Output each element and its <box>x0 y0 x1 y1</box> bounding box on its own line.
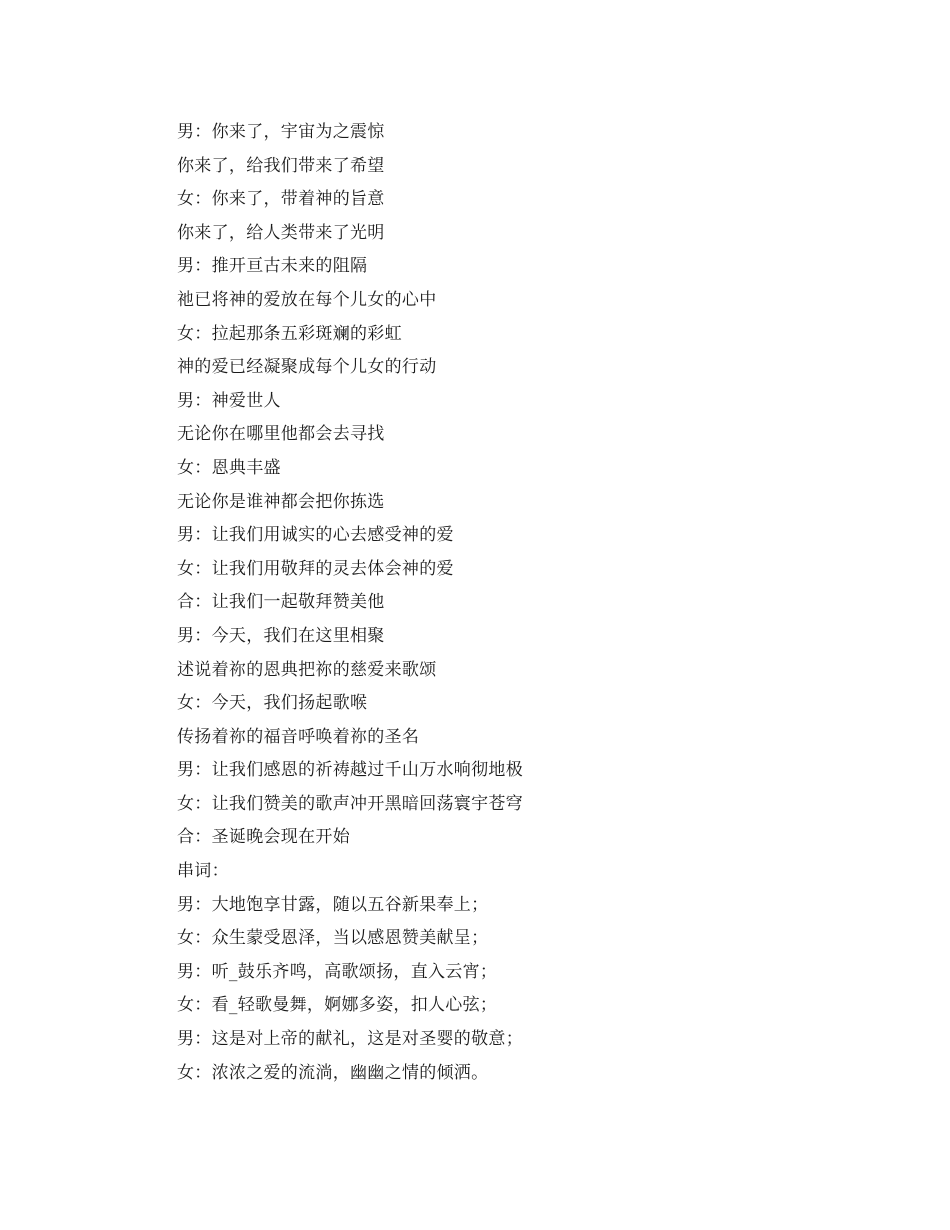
text-line: 女：众生蒙受恩泽，当以感恩赞美献呈； <box>177 928 489 949</box>
text-line: 无论你在哪里他都会去寻找 <box>177 424 385 445</box>
text-line: 女：浓浓之爱的流淌，幽幽之情的倾洒。 <box>177 1062 489 1083</box>
text-line: 男：推开亘古未来的阻隔 <box>177 256 368 277</box>
text-line: 男：大地饱享甘露，随以五谷新果奉上； <box>177 894 489 915</box>
text-line: 串词： <box>177 861 229 882</box>
text-line: 女：让我们赞美的歌声冲开黑暗回荡寰宇苍穹 <box>177 793 523 814</box>
text-line: 你来了，给人类带来了光明 <box>177 222 385 243</box>
text-line: 你来了，给我们带来了希望 <box>177 155 385 176</box>
text-line: 女：拉起那条五彩斑斓的彩虹 <box>177 323 402 344</box>
text-line: 无论你是谁神都会把你拣选 <box>177 491 385 512</box>
text-line: 神的爱已经凝聚成每个儿女的行动 <box>177 357 437 378</box>
text-line: 述说着祢的恩典把祢的慈爱来歌颂 <box>177 659 437 680</box>
text-line: 男：听_鼓乐齐鸣，高歌颂扬，直入云宵； <box>177 961 498 982</box>
text-line: 男：让我们感恩的祈祷越过千山万水响彻地极 <box>177 760 523 781</box>
text-line: 男：神爱世人 <box>177 390 281 411</box>
script-text <box>177 116 877 1090</box>
text-line: 女：你来了，带着神的旨意 <box>177 189 385 210</box>
text-line: 合：让我们一起敬拜赞美他 <box>177 592 385 613</box>
text-line: 男：让我们用诚实的心去感受神的爱 <box>177 525 454 546</box>
text-line: 女：看_轻歌曼舞，婀娜多姿，扣人心弦； <box>177 995 498 1016</box>
text-line: 女：今天，我们扬起歌喉 <box>177 693 368 714</box>
text-line: 男：这是对上帝的献礼，这是对圣婴的敬意； <box>177 1029 523 1050</box>
text-line: 合：圣诞晚会现在开始 <box>177 827 350 848</box>
text-line: 祂已将神的爱放在每个儿女的心中 <box>177 289 437 310</box>
text-line: 男：今天，我们在这里相聚 <box>177 625 385 646</box>
text-line: 女：恩典丰盛 <box>177 457 281 478</box>
text-line: 女：让我们用敬拜的灵去体会神的爱 <box>177 558 454 579</box>
text-line: 男：你来了，宇宙为之震惊 <box>177 122 385 142</box>
text-line: 传扬着祢的福音呼唤着祢的圣名 <box>177 726 420 747</box>
